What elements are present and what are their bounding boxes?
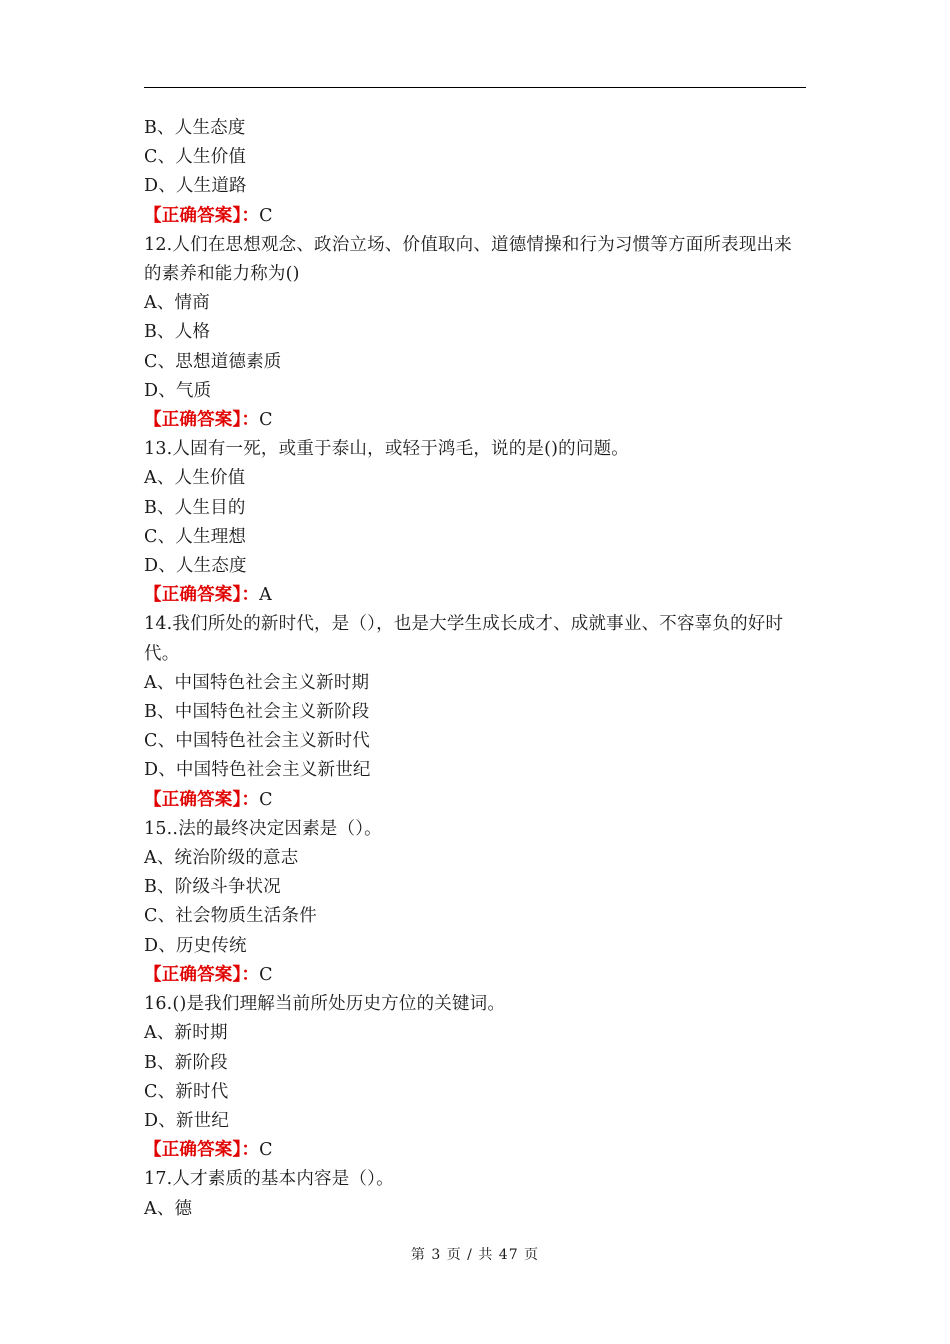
option-item: C、新时代 <box>144 1081 229 1102</box>
answer-line <box>144 406 806 435</box>
answer-value: A <box>259 585 272 606</box>
question-text: 15..法的最终决定因素是（）。 <box>144 818 382 839</box>
question-text: 12.人们在思想观念、政治立场、价值取向、道德情操和行为习惯等方面所表现出来的素养和能力称为() <box>144 234 792 285</box>
option-item: C、社会物质生活条件 <box>144 906 317 927</box>
option-item: C、思想道德素质 <box>144 351 282 372</box>
answer-value: C <box>259 1140 273 1161</box>
answer-line <box>144 202 806 231</box>
option-item: A、情商 <box>144 293 210 314</box>
option-item: B、人格 <box>144 322 211 343</box>
answer-line <box>144 581 806 610</box>
answer-value: C <box>259 410 273 431</box>
option-item: C、人生价值 <box>144 147 247 168</box>
option-item: D、气质 <box>144 380 212 401</box>
header-rule <box>144 87 806 88</box>
answer-label: 【正确答案】： <box>144 1140 260 1161</box>
option-item: C、人生理想 <box>144 526 247 547</box>
question-text: 16.()是我们理解当前所处历史方位的关键词。 <box>144 994 506 1015</box>
question-text: 14.我们所处的新时代，是（），也是大学生成长成才、成就事业、不容辜负的好时代。 <box>144 614 784 664</box>
option-item: D、历史传统 <box>144 935 247 956</box>
option-item: B、人生目的 <box>144 497 246 518</box>
option-item: B、阶级斗争状况 <box>144 877 281 898</box>
question-text: 17.人才素质的基本内容是（）。 <box>144 1169 394 1190</box>
option-item: D、新世纪 <box>144 1110 230 1131</box>
answer-value: C <box>259 789 273 810</box>
answer-line <box>144 786 806 815</box>
option-item: D、人生道路 <box>144 176 247 197</box>
option-item: B、新阶段 <box>144 1052 228 1073</box>
answer-value: C <box>259 205 273 226</box>
option-item: A、新时期 <box>144 1023 228 1044</box>
answer-label: 【正确答案】： <box>144 205 260 226</box>
option-item: A、统治阶级的意志 <box>144 848 299 869</box>
option-item: A、中国特色社会主义新时期 <box>144 672 370 693</box>
option-item: A、德 <box>144 1198 193 1219</box>
answer-label: 【正确答案】： <box>144 410 260 431</box>
document-body <box>144 114 806 1224</box>
option-item: B、人生态度 <box>144 118 246 138</box>
answer-label: 【正确答案】： <box>144 789 260 810</box>
answer-line <box>144 961 806 990</box>
answer-label: 【正确答案】： <box>144 585 260 606</box>
answer-label: 【正确答案】： <box>144 964 260 985</box>
answer-line <box>144 1136 806 1165</box>
answer-value: C <box>259 964 273 985</box>
option-item: A、人生价值 <box>144 468 246 489</box>
option-item: C、中国特色社会主义新时代 <box>144 731 370 752</box>
option-item: B、中国特色社会主义新阶段 <box>144 702 370 723</box>
option-item: D、中国特色社会主义新世纪 <box>144 760 371 781</box>
page-footer: 第 3 页 / 共 47 页 <box>410 1247 540 1263</box>
option-item: D、人生态度 <box>144 556 247 577</box>
question-text: 13.人固有一死，或重于泰山，或轻于鸿毛，说的是()的问题。 <box>144 439 629 460</box>
